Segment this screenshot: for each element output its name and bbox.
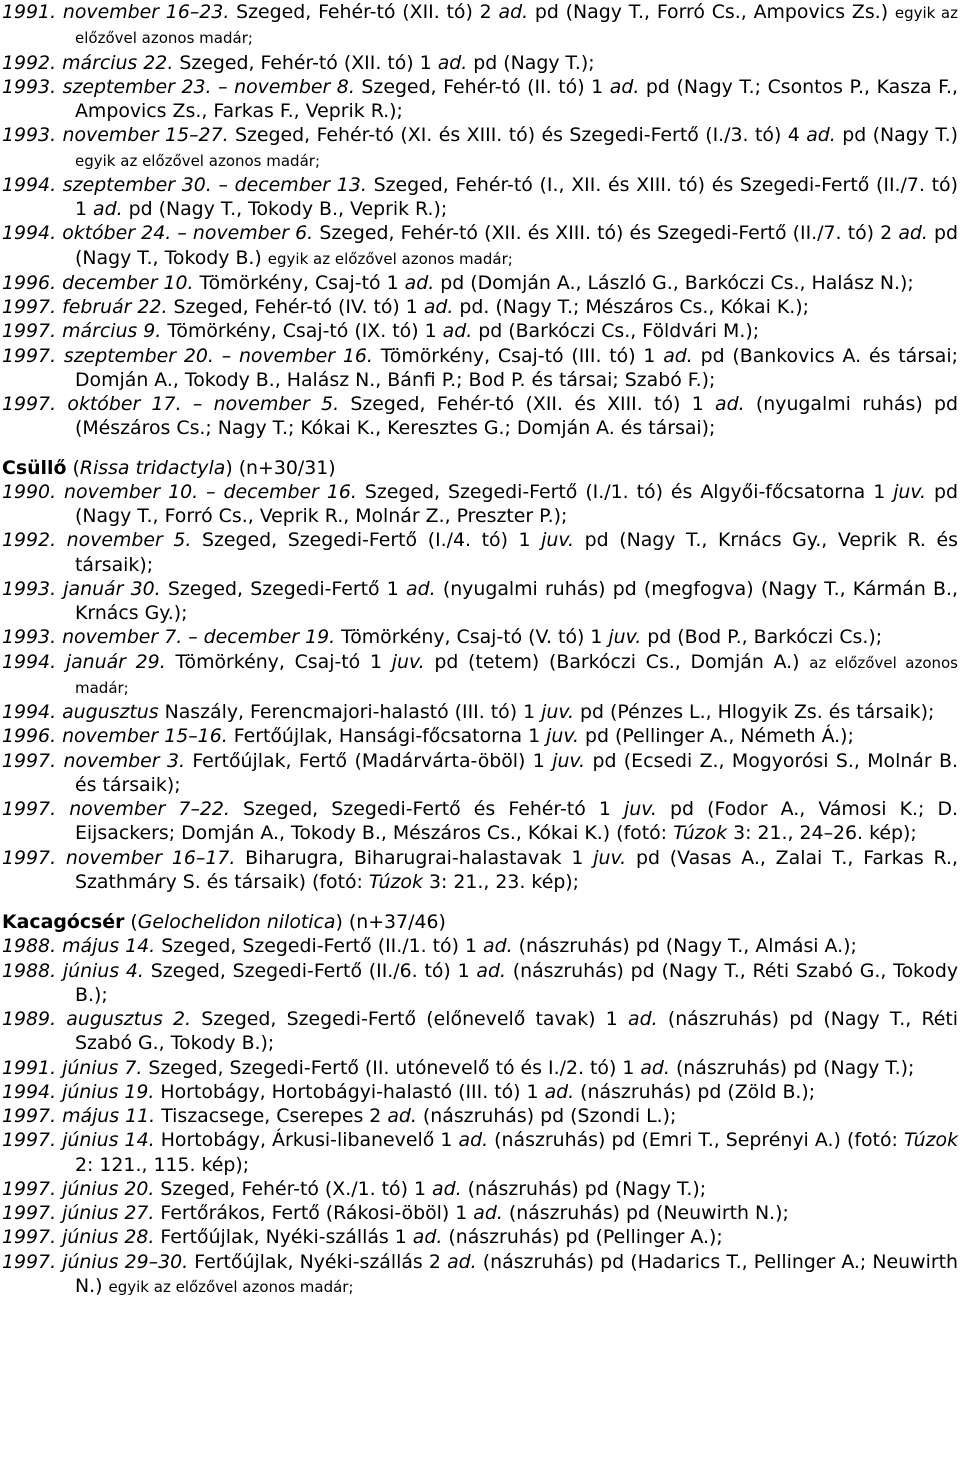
record-location: Szeged, Fehér-tó (XII. tó) 2: [229, 1, 499, 23]
record-location: Szeged, Fehér-tó (X./1. tó) 1: [154, 1177, 433, 1200]
record-entry: [2, 528, 958, 577]
record-age: juv.: [608, 626, 642, 649]
record-photo-source: Túzok: [904, 1129, 959, 1152]
record-observers: (nyugalmi ruhás) pd (Mészáros Cs.; Nagy T.; Kókai K., Keresztes G.; Domján A. és társai);: [75, 393, 958, 440]
record-location: Szeged, Szegedi-Fertő (II. utónevelő tó és I./2. tó) 1: [142, 1056, 641, 1079]
record-date: 1997. november 3.: [2, 749, 185, 772]
record-date: 1997. június 29–30.: [2, 1250, 189, 1273]
record-location: Tiszacsege, Cserepes 2: [155, 1105, 388, 1127]
record-date: 1993. november 15–27.: [2, 124, 229, 147]
record-entry: [2, 271, 958, 295]
record-date: 1997. október 17. – november 5.: [2, 393, 340, 415]
record-entry: [2, 1080, 958, 1104]
record-entry: [2, 934, 958, 958]
record-location: Szeged, Fehér-tó (XII. és XIII. tó) és Szegedi-Fertő (II./7. tó) 2: [313, 222, 899, 245]
record-entry: [2, 75, 958, 124]
record-observers: pd (Nagy T.): [835, 124, 959, 147]
record-age: ad.: [442, 320, 473, 343]
species-latin: Gelochelidon nilotica: [137, 911, 336, 933]
record-age: ad.: [437, 51, 468, 74]
record-observers: (nászruhás) pd (Nagy T., Almási A.);: [512, 935, 857, 958]
record-age: ad.: [806, 124, 836, 147]
record-entry: [2, 295, 958, 319]
record-age: juv.: [552, 749, 586, 772]
record-observers: pd (Bankovics A. és társai; Domján A., Tokody B., Halász N., Bánfi P.; Bod P. és társai; Szabó F.);: [75, 344, 958, 391]
record-location: Fertőrákos, Fertő (Rákosi-öböl) 1: [154, 1202, 474, 1224]
record-location: Szeged, Szegedi-Fertő és Fehér-tó 1: [229, 798, 625, 820]
record-location: Hortobágy, Árkusi-libanevelő 1: [154, 1129, 459, 1152]
record-date: 1997. március 9.: [2, 320, 162, 343]
record-age: ad.: [609, 75, 640, 98]
record-location: Tömörkény, Csaj-tó (IX. tó) 1: [161, 320, 443, 343]
record-age: ad.: [898, 222, 928, 245]
record-entry: [2, 1177, 958, 1201]
record-observers: pd (Nagy T., Tokody B., Veprik R.);: [122, 198, 448, 220]
record-location: Tömörkény, Csaj-tó 1: [165, 650, 392, 673]
record-date: 1994. január 29.: [2, 650, 166, 673]
record-observers: pd (Pénzes L., Hlogyik Zs. és társaik);: [573, 701, 935, 723]
record-observers: (nászruhás) pd (Nagy T.);: [461, 1177, 707, 1200]
record-observers: pd (Domján A., László G., Barkóczi Cs., Halász N.);: [434, 271, 914, 294]
record-age: ad.: [473, 1202, 503, 1224]
record-observers: (nászruhás) pd (Hadarics T., Pellinger A.; Neuwirth N.): [75, 1250, 959, 1297]
record-date: 1994. október 24. – november 6.: [2, 222, 314, 245]
record-age: ad.: [412, 1226, 443, 1249]
record-date: 1993. január 30.: [2, 577, 161, 600]
record-date: 1992. március 22.: [2, 51, 174, 74]
record-entry: [2, 959, 958, 1008]
record-observers: pd (Barkóczi Cs., Földvári M.);: [472, 320, 760, 343]
record-location: Szeged, Szegedi-Fertő (II./1. tó) 1: [155, 935, 483, 958]
record-age: juv.: [391, 650, 425, 673]
record-location: Szeged, Fehér-tó (XI. és XIII. tó) és Szegedi-Fertő (I./3. tó) 4: [228, 124, 807, 147]
record-age: ad.: [640, 1056, 670, 1079]
record-age: juv.: [541, 701, 574, 723]
record-entry: [2, 0, 958, 51]
record-observers: (nászruhás) pd (Nagy T., Réti Szabó G., Tokody B.);: [75, 959, 958, 1006]
record-location: Fertőújlak, Nyéki-szállás 2: [188, 1250, 448, 1273]
species-name: Kacagócsér: [2, 911, 125, 933]
record-age: ad.: [628, 1008, 658, 1030]
record-age: ad.: [423, 296, 454, 318]
record-note: az előzővel azonos madár;: [75, 653, 958, 697]
record-entry: [2, 1056, 958, 1080]
record-date: 1991. november 16–23.: [2, 1, 230, 23]
record-age: ad.: [406, 577, 436, 600]
record-observers: (nászruhás) pd (Nagy T., Réti Szabó G., Tokody B.);: [75, 1008, 958, 1055]
record-entry: [2, 51, 958, 75]
record-observers: pd (tetem) (Barkóczi Cs., Domján A.): [424, 650, 810, 673]
record-observers: pd. (Nagy T.; Mészáros Cs., Kókai K.);: [453, 296, 809, 318]
species-count: (n+37/46): [348, 911, 446, 933]
record-observers: (nászruhás) pd (Szondi L.);: [416, 1105, 677, 1127]
record-date: 1990. november 10. – december 16.: [2, 480, 357, 503]
record-photo-source: Túzok: [368, 870, 423, 893]
record-age: ad.: [432, 1177, 462, 1200]
record-observers: (nászruhás) pd (Nagy T.);: [669, 1056, 915, 1079]
record-entry: [2, 577, 958, 626]
record-note: egyik az előzővel azonos madár;: [108, 1277, 354, 1296]
record-location: Naszály, Ferencmajori-halastó (III. tó) 1: [158, 701, 542, 723]
record-observers: pd (Nagy T., Tokody B.): [75, 222, 959, 269]
record-entry: [2, 392, 958, 441]
record-observers: pd (Nagy T., Forró Cs., Ampovics Zs.): [528, 1, 895, 23]
record-entry: [2, 1250, 958, 1300]
record-observers: pd (Nagy T., Krnács Gy., Veprik R. és társaik);: [75, 529, 958, 576]
species-heading-csullo: Csüllő (Rissa tridactyla) (n+30/31): [2, 456, 336, 479]
section-kacagocser: [2, 934, 958, 1299]
record-entry: [2, 173, 958, 222]
record-observers: pd (Bod P., Barkóczi Cs.);: [641, 626, 883, 649]
record-entry: [2, 846, 958, 895]
record-age: ad.: [483, 935, 513, 958]
record-observers: (nyugalmi ruhás) pd (megfogva) (Nagy T., Kármán B., Krnács Gy.);: [75, 577, 958, 624]
record-age: ad.: [93, 198, 123, 220]
record-location: Szeged, Fehér-tó (I., XII. és XIII. tó) és Szegedi-Fertő (II./7. tó) 1: [75, 173, 958, 220]
record-location: Fertőújlak, Fertő (Madárvárta-öböl) 1: [184, 749, 553, 772]
record-note: egyik az előzővel azonos madár;: [267, 249, 513, 268]
record-entry: [2, 1128, 958, 1177]
record-age: ad.: [387, 1105, 417, 1127]
record-location: Biharugra, Biharugrai-halastavak 1: [235, 846, 594, 869]
record-age: ad.: [715, 393, 745, 415]
record-date: 1991. június 7.: [2, 1056, 143, 1079]
record-date: 1997. május 11.: [2, 1105, 156, 1127]
record-date: 1997. november 16–17.: [2, 846, 236, 869]
record-date: 1997. szeptember 20. – november 16.: [2, 344, 373, 367]
record-entry: [2, 123, 958, 173]
record-location: Szeged, Szegedi-Fertő (II./6. tó) 1: [143, 959, 477, 982]
record-date: 1988. június 4.: [2, 959, 144, 982]
record-location: Tömörkény, Csaj-tó (V. tó) 1: [335, 626, 609, 649]
record-date: 1993. szeptember 23. – november 8.: [2, 75, 355, 98]
record-date: 1996. november 15–16.: [2, 725, 228, 748]
record-location: Fertőújlak, Nyéki-szállás 1: [154, 1226, 413, 1249]
record-location: Szeged, Fehér-tó (IV. tó) 1: [167, 296, 424, 318]
record-observers: pd (Nagy T., Forró Cs., Veprik R., Molnár Z., Preszter P.);: [75, 480, 959, 527]
record-age: ad.: [458, 1129, 489, 1152]
record-location: Szeged, Szegedi-Fertő 1: [160, 577, 407, 600]
record-photo-ref: 2: 121., 115. kép);: [75, 1153, 250, 1176]
record-entry: [2, 700, 958, 724]
record-entry: [2, 749, 958, 798]
record-location: Tömörkény, Csaj-tó 1: [193, 271, 405, 294]
record-age: ad.: [663, 344, 693, 367]
record-observers: pd (Ecsedi Z., Mogyorósi S., Molnár B. és társaik);: [75, 749, 958, 796]
record-entry: [2, 319, 958, 343]
record-note: egyik az előzővel azonos madár;: [75, 151, 320, 170]
record-location: Tömörkény, Csaj-tó (III. tó) 1: [372, 344, 664, 367]
record-photo-source: Túzok: [673, 822, 728, 845]
record-observers: pd (Fodor A., Vámosi K.; D. Eijsackers; Domján A., Tokody B., Mészáros Cs., Kókai K.) (fotó:: [75, 798, 959, 845]
record-age: ad.: [498, 1, 529, 23]
record-date: 1988. május 14.: [2, 935, 156, 958]
record-entry: [2, 625, 958, 649]
record-date: 1994. szeptember 30. – december 13.: [2, 173, 367, 196]
record-date: 1996. december 10.: [2, 271, 194, 294]
section-previous-species: [2, 0, 958, 441]
record-observers: (nászruhás) pd (Neuwirth N.);: [502, 1202, 789, 1224]
record-age: ad.: [447, 1250, 477, 1273]
species-latin: Rissa tridactyla: [79, 456, 226, 479]
record-note: egyik az előzővel azonos madár;: [75, 4, 958, 48]
record-entry: [2, 724, 958, 748]
record-location: Szeged, Fehér-tó (II. tó) 1: [354, 75, 610, 98]
species-heading-kacagocser: Kacagócsér (Gelochelidon nilotica) (n+37/46): [2, 911, 446, 933]
record-location: Szeged, Fehér-tó (XII. tó) 1: [173, 51, 438, 74]
record-photo-ref: 3: 21., 23. kép);: [422, 870, 580, 893]
record-date: 1997. június 28.: [2, 1226, 155, 1249]
record-photo-ref: 3: 21., 24–26. kép);: [727, 822, 917, 845]
record-date: 1997. június 27.: [2, 1202, 155, 1224]
record-age: juv.: [624, 798, 657, 820]
record-observers: (nászruhás) pd (Zöld B.);: [574, 1080, 816, 1103]
record-age: juv.: [546, 725, 580, 748]
record-date: 1994. augusztus: [2, 701, 159, 723]
record-age: juv.: [893, 480, 927, 503]
record-entry: [2, 1104, 958, 1128]
record-date: 1989. augusztus 2.: [2, 1008, 192, 1030]
record-age: juv.: [541, 529, 575, 552]
record-observers: pd (Nagy T.);: [467, 51, 595, 74]
record-date: 1997. február 22.: [2, 296, 168, 318]
record-date: 1992. november 5.: [2, 529, 192, 552]
record-observers: (nászruhás) pd (Emri T., Seprényi A.) (fotó:: [488, 1129, 904, 1152]
record-observers: (nászruhás) pd (Pellinger A.);: [442, 1226, 723, 1249]
record-entry: [2, 480, 958, 529]
record-entry: [2, 797, 958, 846]
species-name: Csüllő: [2, 456, 67, 479]
record-entry: [2, 344, 958, 393]
record-age: ad.: [476, 959, 506, 982]
record-date: 1997. június 14.: [2, 1129, 155, 1152]
section-csullo: [2, 480, 958, 894]
record-observers: pd (Pellinger A., Németh Á.);: [579, 725, 854, 748]
record-date: 1997. június 20.: [2, 1177, 155, 1200]
record-entry: [2, 1201, 958, 1225]
record-age: ad.: [404, 271, 435, 294]
record-location: Szeged, Szegedi-Fertő (I./4. tó) 1: [191, 529, 542, 552]
record-location: Fertőújlak, Hansági-főcsatorna 1: [227, 725, 547, 748]
record-location: Szeged, Szegedi-Fertő (előnevelő tavak) 1: [191, 1008, 629, 1030]
record-entry: [2, 1225, 958, 1249]
record-location: Szeged, Szegedi-Fertő (I./1. tó) és Algyői-főcsatorna 1: [356, 480, 894, 503]
record-observers: pd (Vasas A., Zalai T., Farkas R., Szathmáry S. és társaik) (fotó:: [75, 846, 958, 893]
record-date: 1997. november 7–22.: [2, 798, 230, 820]
record-location: Hortobágy, Hortobágyi-halastó (III. tó) 1: [154, 1080, 545, 1103]
record-date: 1994. június 19.: [2, 1080, 155, 1103]
record-entry: [2, 221, 958, 271]
record-entry: [2, 650, 958, 701]
species-count: (n+30/31): [238, 456, 336, 479]
record-age: ad.: [544, 1080, 575, 1103]
record-entry: [2, 1007, 958, 1056]
record-observers: pd (Nagy T.; Csontos P., Kasza F., Ampovics Zs., Farkas F., Veprik R.);: [75, 75, 958, 122]
record-location: Szeged, Fehér-tó (XII. és XIII. tó) 1: [339, 393, 716, 415]
record-date: 1993. november 7. – december 19.: [2, 626, 336, 649]
record-age: juv.: [593, 846, 627, 869]
